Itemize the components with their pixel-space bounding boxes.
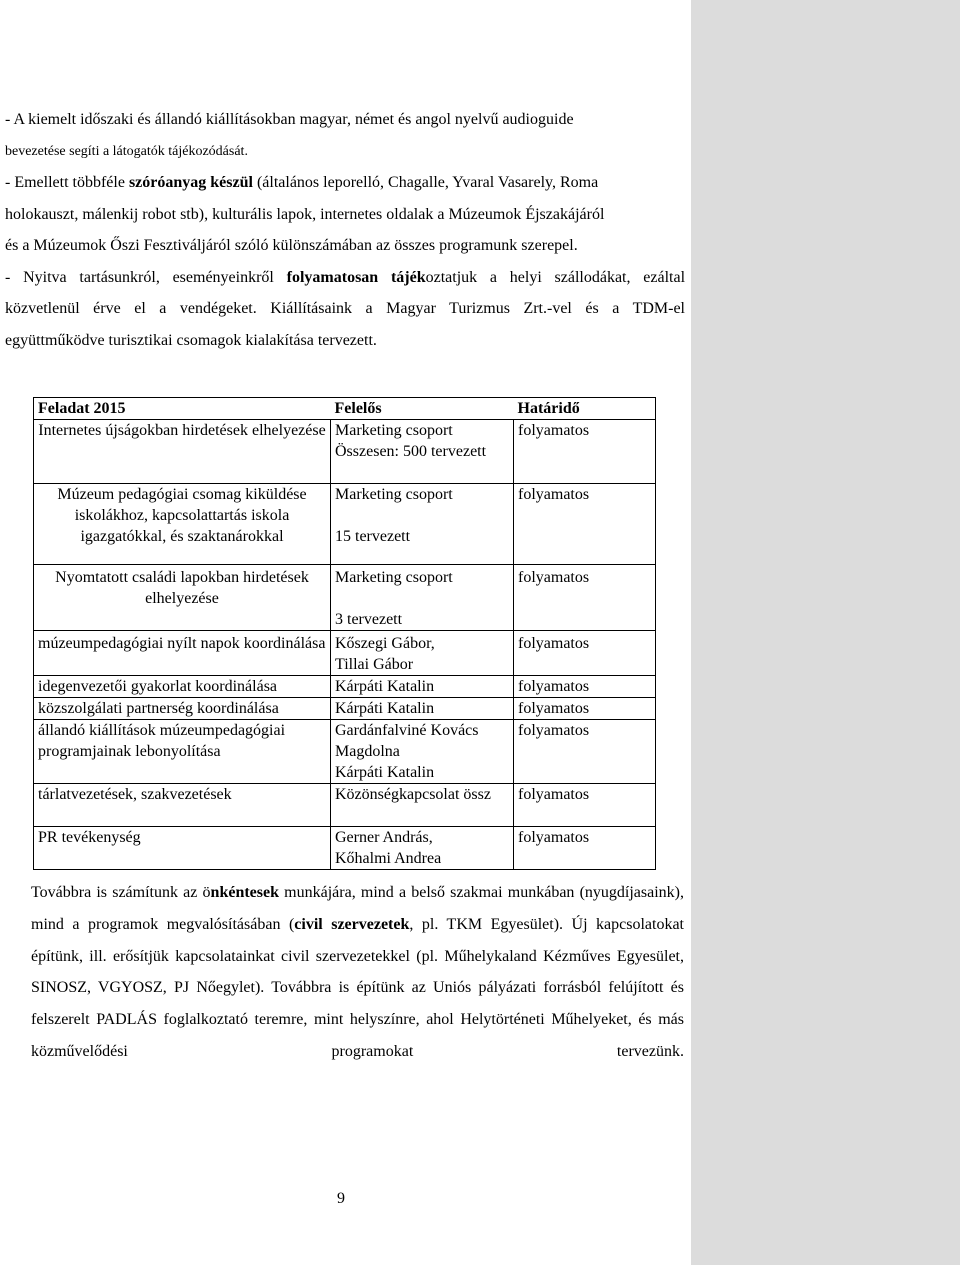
table-row [34,698,656,720]
table-row [34,676,656,698]
intro-line: és a Múzeumok Őszi Fesztiváljáról szóló különszámában az összes programunk szerepel. [5,237,578,254]
intro-line: közvetlenül érve el a vendégeket. Kiállításaink a Magyar Turizmus Zrt.-vel és a TDM-el [5,300,685,317]
cell-task: múzeumpedagógiai nyílt napok koordinálása [34,631,331,676]
cell-responsible: Marketing csoport 15 tervezett [331,484,514,565]
intro-line: bevezetése segíti a látogatók tájékozódását. [5,143,248,159]
intro-line: holokauszt, málenkij robot stb), kulturális lapok, internetes oldalak a Múzeumok Éjszakájáról [5,205,605,223]
outro-paragraph: Továbbra is számítunk az önkéntesek munkájára, mind a belső szakmai munkában (nyugdíjasaink), mind a programok megvalósításában (civil szervezetek, pl. TKM Egyesület). Új kapcsolatokat építünk, ill. erősítjük kapcsolatainkat civil szervezetekkel (pl. Műhelykaland Kézműves Egyesület, SINOSZ, VGYOSZ, PJ Nőegylet). Továbbra is építünk az Uniós pályázati forrásból felújított és felszerelt PADLÁS foglalkoztató teremre, mint helyszínre, ahol Helytörténeti Műhelyeket, és más közművelődési programokat tervezünk. [31,884,685,1060]
table-row [34,631,656,676]
comment-sidebar [691,0,960,1265]
cell-deadline: folyamatos [514,676,656,698]
intro-line: - Emellett többféle szóróanyag készül (általános leporelló, Chagalle, Yvaral Vasarely, Roma [5,174,599,191]
cell-deadline: folyamatos [514,720,656,784]
table-row [34,484,656,565]
cell-responsible: Kárpáti Katalin [331,698,514,720]
task-table [33,397,656,870]
cell-task: Internetes újságokban hirdetések elhelyezése [34,420,331,484]
intro-line: együttműködve turisztikai csomagok kialakítása tervezett. [5,331,377,349]
cell-responsible: Marketing csoport 3 tervezett [331,565,514,631]
table-row [34,420,656,484]
intro-line: - Nyitva tartásunkról, eseményeinkről folyamatosan tájékoztatjuk a helyi szállodákat, ezáltal [5,268,686,286]
header-deadline: Határidő [514,398,656,420]
intro-line: - A kiemelt időszaki és állandó kiállításokban magyar, német és angol nyelvű audioguide [5,111,574,128]
cell-task: Nyomtatott családi lapokban hirdetések elhelyezése [34,565,331,631]
table-row [34,784,656,827]
cell-deadline: folyamatos [514,698,656,720]
header-task: Feladat 2015 [34,398,331,420]
cell-responsible: Gardánfalviné Kovács Magdolna Kárpáti Katalin [331,720,514,784]
cell-task: Múzeum pedagógiai csomag kiküldése iskolákhoz, kapcsolattartás iskola igazgatókkal, és szaktanárokkal [34,484,331,565]
cell-task: tárlatvezetések, szakvezetések [34,784,331,827]
cell-task: PR tevékenység [34,827,331,870]
cell-responsible: Kőszegi Gábor, Tillai Gábor [331,631,514,676]
table-row [34,827,656,870]
cell-deadline: folyamatos [514,484,656,565]
cell-responsible: Marketing csoport Összesen: 500 tervezett [331,420,514,484]
cell-task: állandó kiállítások múzeumpedagógiai programjainak lebonyolítása [34,720,331,784]
cell-deadline: folyamatos [514,565,656,631]
page-number: 9 [337,1190,345,1207]
intro-paragraph [5,104,685,356]
cell-deadline: folyamatos [514,827,656,870]
cell-deadline: folyamatos [514,420,656,484]
cell-task: idegenvezetői gyakorlat koordinálása [34,676,331,698]
cell-deadline: folyamatos [514,631,656,676]
table-header-row [34,398,656,420]
cell-responsible: Kárpáti Katalin [331,676,514,698]
cell-task: közszolgálati partnerség koordinálása [34,698,331,720]
cell-responsible: Közönségkapcsolat össz [331,784,514,827]
cell-responsible: Gerner András, Kőhalmi Andrea [331,827,514,870]
table-row [34,565,656,631]
header-responsible: Felelős [331,398,514,420]
table-row [34,720,656,784]
cell-deadline: folyamatos [514,784,656,827]
